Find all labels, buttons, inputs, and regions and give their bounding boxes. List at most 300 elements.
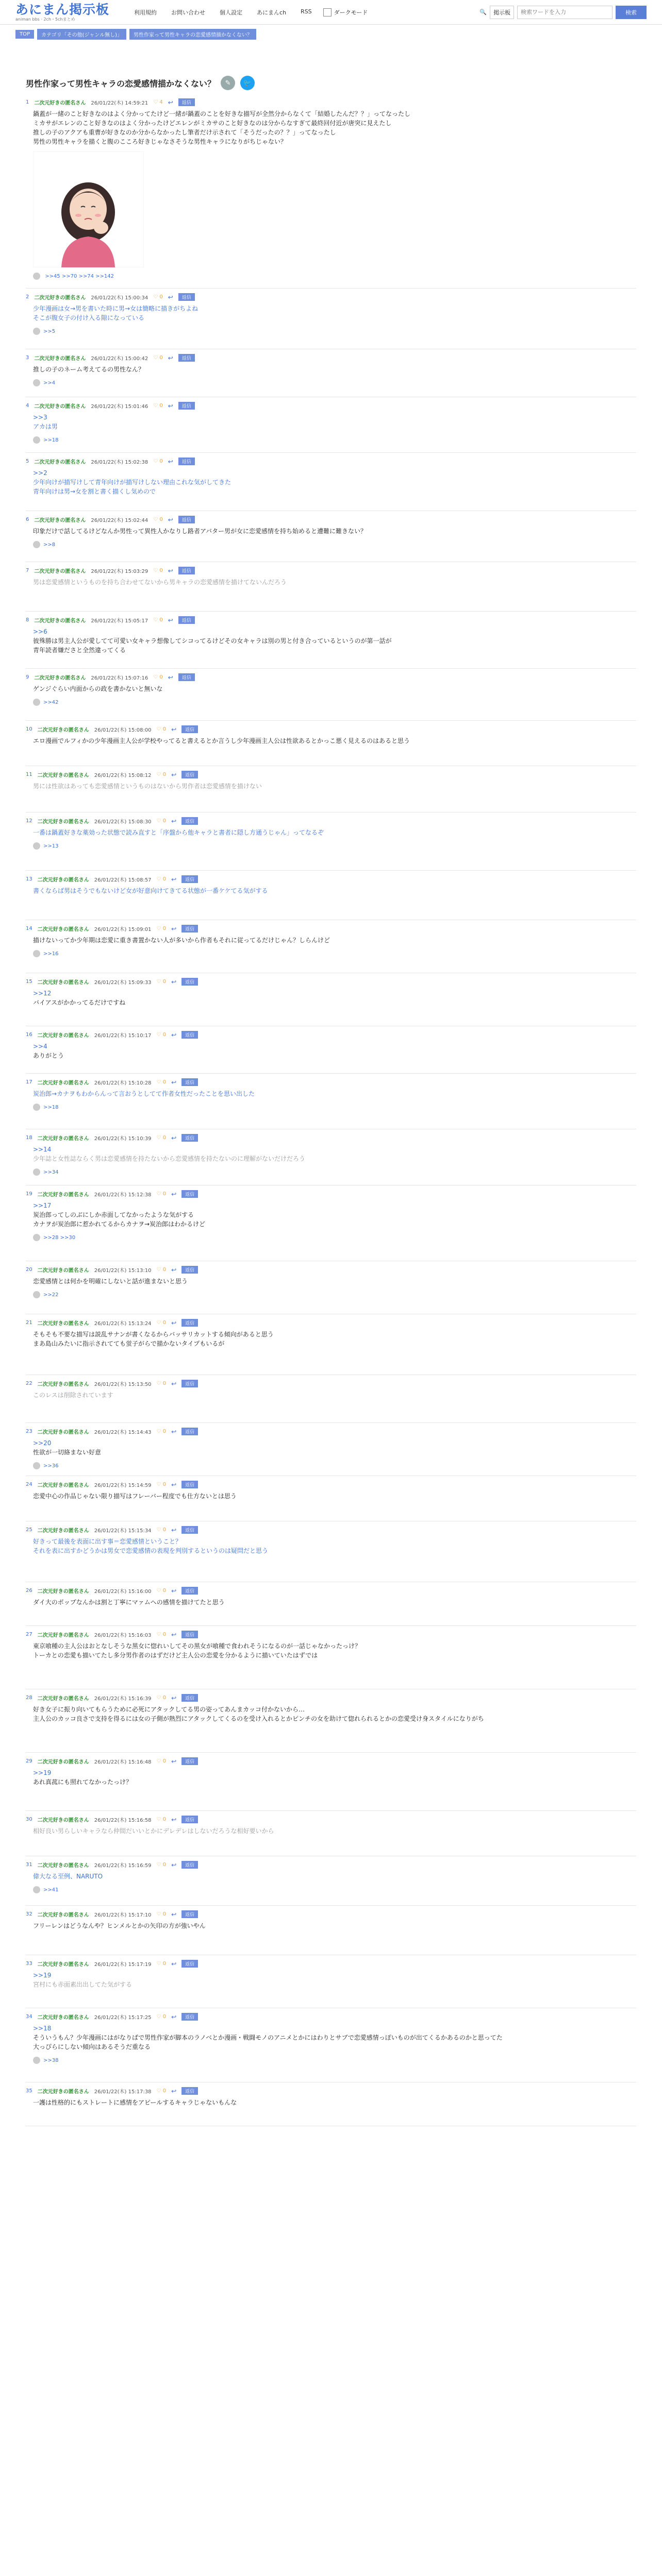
post-line[interactable]: >>20 [33, 1439, 52, 1447]
post-line[interactable]: >>18 [33, 2025, 52, 2032]
heart-icon[interactable]: ♡ 0 [156, 1079, 167, 1085]
post-number[interactable]: 5 [26, 459, 29, 464]
reply-button[interactable]: 返信 [181, 1526, 198, 1534]
breadcrumb-thread[interactable]: 男性作家って男性キャラの恋愛感情描かなくない？ [129, 29, 256, 40]
post-line: あれ真菰にも照れてなかったっけ？ [33, 1778, 133, 1786]
reply-links[interactable]: >>38 [43, 2058, 59, 2063]
post-body [33, 1145, 636, 1163]
reply-arrow-icon[interactable]: ↩ [171, 1960, 177, 1968]
post-line: トーカとの恋愛も描いてたし多分男作者のはずだけど主人公の恋愛を分かるように描いていたはずでは [33, 1652, 318, 1659]
share-icon[interactable] [33, 1462, 40, 1469]
search-input[interactable] [517, 6, 613, 19]
share-icon[interactable] [33, 950, 40, 957]
reply-arrow-icon[interactable]: ↩ [171, 978, 177, 986]
reply-button[interactable]: 返信 [181, 1816, 198, 1823]
heart-icon[interactable]: ♡ 0 [156, 2014, 167, 2020]
reply-arrow-icon[interactable]: ↩ [171, 1694, 177, 1702]
post-number[interactable]: 20 [26, 1267, 32, 1273]
post [26, 1906, 636, 1955]
share-icon[interactable] [33, 699, 40, 706]
post [26, 766, 636, 812]
post-body [33, 1537, 636, 1555]
post-number[interactable]: 31 [26, 1862, 32, 1868]
post-number[interactable]: 22 [26, 1381, 32, 1386]
share-icon[interactable] [33, 541, 40, 548]
poster-name: 二次元好きの匿名さん [37, 819, 89, 825]
reply-links[interactable]: >>34 [43, 1170, 59, 1175]
post-body [33, 1641, 636, 1660]
post-replies [33, 1462, 636, 1469]
heart-icon[interactable]: ♡ 0 [156, 726, 167, 732]
reply-links[interactable]: >>42 [43, 700, 59, 705]
poster-name: 二次元好きの匿名さん [37, 1080, 89, 1086]
heart-icon[interactable]: ♡ 0 [153, 403, 163, 409]
post-line[interactable]: >>14 [33, 1146, 52, 1153]
share-icon[interactable] [33, 1104, 40, 1111]
post-date: 26/01/22(木) 15:10:39 [94, 1136, 152, 1142]
poster-name: 二次元好きの匿名さん [34, 356, 86, 362]
reply-button[interactable]: 返信 [181, 925, 198, 933]
poster-name: 二次元好きの匿名さん [34, 295, 86, 301]
post-date: 26/01/22(木) 15:16:59 [94, 1863, 152, 1869]
reply-links[interactable]: >>4 [43, 380, 56, 386]
post-number[interactable]: 1 [26, 99, 29, 105]
post-line[interactable]: >>19 [33, 1769, 52, 1776]
post-number[interactable]: 14 [26, 926, 32, 931]
post-line[interactable]: >>2 [33, 469, 47, 477]
post-number[interactable]: 18 [26, 1135, 32, 1141]
post-replies [33, 436, 636, 444]
post-number[interactable]: 13 [26, 876, 32, 882]
heart-icon[interactable]: ♡ 0 [156, 979, 167, 985]
heart-icon[interactable]: ♡ 0 [153, 568, 163, 573]
nav-terms[interactable]: 利用規約 [134, 9, 157, 16]
reply-arrow-icon[interactable]: ↩ [171, 1078, 177, 1086]
heart-icon[interactable]: ♡ 0 [156, 1862, 167, 1868]
reply-arrow-icon[interactable]: ↩ [171, 1031, 177, 1039]
heart-icon[interactable]: ♡ 0 [153, 617, 163, 623]
post-body [33, 684, 636, 693]
reply-arrow-icon[interactable]: ↩ [171, 771, 177, 778]
reply-links[interactable]: >>5 [43, 329, 56, 334]
reply-arrow-icon[interactable]: ↩ [171, 1816, 177, 1823]
reply-arrow-icon[interactable]: ↩ [171, 875, 177, 883]
logo-subtitle: animan bbs · 2ch・5chまとめ [15, 16, 75, 22]
search-button[interactable]: 検索 [616, 6, 647, 19]
heart-icon[interactable]: ♡ 0 [156, 1320, 167, 1326]
reply-button[interactable]: 返信 [181, 1861, 198, 1869]
nav-contact[interactable]: お問い合わせ [171, 9, 206, 16]
reply-arrow-icon[interactable]: ↩ [171, 1190, 177, 1198]
post-number[interactable]: 23 [26, 1429, 32, 1434]
post-number[interactable]: 15 [26, 979, 32, 985]
post-line: 恋愛感情とは何かを明確にしないと話が進まないと思う [33, 1278, 188, 1285]
post-number[interactable]: 17 [26, 1079, 32, 1085]
poster-name: 二次元好きの匿名さん [34, 100, 86, 106]
reply-button[interactable]: 返信 [178, 567, 195, 574]
reply-button[interactable]: 返信 [181, 1910, 198, 1918]
reply-arrow-icon[interactable]: ↩ [171, 817, 177, 825]
reply-arrow-icon[interactable]: ↩ [168, 457, 173, 465]
post-line[interactable]: >>4 [33, 1043, 47, 1050]
reply-arrow-icon[interactable]: ↩ [168, 402, 173, 410]
search-bar [479, 6, 647, 19]
reply-button[interactable]: 返信 [181, 1757, 198, 1765]
nav-rss[interactable]: RSS [301, 8, 312, 15]
post [26, 1314, 636, 1375]
poster-name: 二次元好きの匿名さん [37, 1268, 89, 1274]
post-line: 青年読者嫌ださと全然違ってくる [33, 647, 126, 654]
reply-button[interactable]: 返信 [181, 1587, 198, 1595]
reply-button[interactable]: 返信 [181, 771, 198, 778]
reply-arrow-icon[interactable]: ↩ [171, 1526, 177, 1534]
reply-button[interactable]: 返信 [181, 725, 198, 733]
post-header [26, 2087, 636, 2095]
nav-animanch[interactable]: あにまんch [257, 9, 287, 16]
post-line[interactable]: >>12 [33, 990, 52, 997]
post-body [33, 1438, 636, 1457]
reply-links[interactable]: >>13 [43, 843, 59, 849]
bbs-icon[interactable]: ✎ [221, 76, 235, 90]
heart-icon[interactable]: ♡ 0 [153, 517, 163, 522]
reply-button[interactable]: 返信 [181, 1266, 198, 1274]
reply-button[interactable]: 返信 [181, 1078, 198, 1086]
reply-links[interactable]: >>8 [43, 542, 56, 548]
post-line: 男には性欲はあっても恋愛感情というものはないから男作者は恋愛感情を描けない [33, 783, 262, 790]
poster-name: 二次元好きの匿名さん [37, 927, 89, 933]
post [26, 1689, 636, 1753]
reply-button[interactable]: 返信 [181, 978, 198, 986]
reply-button[interactable]: 返信 [181, 1190, 198, 1198]
reply-arrow-icon[interactable]: ↩ [171, 1910, 177, 1918]
logo-text: あにまん掲示板 [15, 2, 110, 17]
reply-links[interactable]: >>36 [43, 1463, 59, 1469]
post-date: 26/01/22(木) 15:17:10 [94, 1912, 152, 1918]
post-line: 印象だけで話してるけどなんか男性って異性人かなりし路者アバター男が女に恋愛感情を持ち始めると遭難に難きない？ [33, 528, 367, 535]
heart-icon[interactable]: ♡ 0 [153, 674, 163, 680]
post-number[interactable]: 32 [26, 1911, 32, 1917]
post-number[interactable]: 6 [26, 517, 29, 522]
poster-name: 二次元好きの匿名さん [37, 1696, 89, 1702]
post-number[interactable]: 35 [26, 2088, 32, 2094]
post-header [26, 1078, 636, 1086]
post-number[interactable]: 4 [26, 403, 29, 409]
reply-button[interactable]: 返信 [181, 1134, 198, 1142]
post-line: 東京喰種の主人公はおとなしそうな黒女に惚れいしてその黒女が喰種で食われそうになるのが一話じゃなかったっけ？ [33, 1642, 361, 1650]
post-number[interactable]: 16 [26, 1032, 32, 1038]
post [26, 453, 636, 511]
nav-settings[interactable]: 個人設定 [220, 9, 243, 16]
share-icon[interactable] [33, 1886, 40, 1893]
reply-arrow-icon[interactable]: ↩ [171, 2013, 177, 2021]
post-date: 26/01/22(木) 15:03:29 [91, 569, 148, 574]
post-line[interactable]: >>3 [33, 414, 47, 421]
post-date: 26/01/22(木) 15:12:38 [94, 1192, 152, 1198]
post-body [33, 2024, 636, 2052]
share-icon[interactable] [33, 1291, 40, 1298]
post-line: 青年向けは男→女を割と書く描くし気めので [33, 488, 156, 495]
twitter-icon[interactable]: 🐦 [240, 76, 255, 90]
reply-arrow-icon[interactable]: ↩ [171, 1380, 177, 1387]
post-number[interactable]: 25 [26, 1527, 32, 1533]
poster-name: 二次元好きの匿名さん [37, 1589, 89, 1595]
post-number[interactable]: 27 [26, 1632, 32, 1637]
post [26, 1375, 636, 1423]
reply-arrow-icon[interactable]: ↩ [171, 1428, 177, 1435]
share-icon[interactable] [33, 328, 40, 335]
reply-button[interactable]: 返信 [181, 1428, 198, 1435]
dark-mode-toggle[interactable] [323, 8, 368, 16]
post-date: 26/01/22(木) 15:13:24 [94, 1321, 152, 1327]
reply-button[interactable]: 返信 [181, 1694, 198, 1702]
post-number[interactable]: 30 [26, 1817, 32, 1822]
heart-icon[interactable]: ♡ 0 [156, 1632, 167, 1637]
reply-button[interactable]: 返信 [178, 98, 195, 106]
reply-button[interactable]: 返信 [178, 402, 195, 410]
heart-icon[interactable]: ♡ 0 [156, 2088, 167, 2094]
heart-icon[interactable]: ♡ 0 [156, 1588, 167, 1594]
poster-name: 二次元好きの匿名さん [34, 460, 86, 465]
post-number[interactable]: 33 [26, 1961, 32, 1967]
site-header [0, 0, 662, 25]
reply-arrow-icon[interactable]: ↩ [168, 616, 173, 624]
reply-button[interactable]: 返信 [181, 1631, 198, 1638]
post-replies [33, 1886, 636, 1893]
reply-arrow-icon[interactable]: ↩ [171, 1481, 177, 1488]
thread-title: 男性作家って男性キャラの恋愛感情描かなくない？ [26, 78, 216, 89]
poster-name: 二次元好きの匿名さん [37, 1912, 89, 1918]
reply-arrow-icon[interactable]: ↩ [171, 2087, 177, 2095]
post [26, 1856, 636, 1906]
reply-arrow-icon[interactable]: ↩ [168, 293, 173, 301]
breadcrumb-top[interactable]: TOP [15, 30, 34, 39]
reply-arrow-icon[interactable]: ↩ [171, 1587, 177, 1595]
reply-arrow-icon[interactable]: ↩ [168, 98, 173, 106]
reply-arrow-icon[interactable]: ↩ [171, 1861, 177, 1869]
reply-arrow-icon[interactable]: ↩ [168, 516, 173, 523]
heart-icon[interactable]: ♡ 0 [156, 926, 167, 931]
post-header [26, 616, 636, 624]
post-number[interactable]: 7 [26, 568, 29, 573]
post-header [26, 1587, 636, 1595]
reply-button[interactable]: 返信 [178, 616, 195, 624]
post-number[interactable]: 11 [26, 772, 32, 777]
share-icon[interactable] [33, 379, 40, 386]
reply-links[interactable]: >>28 >>30 [43, 1235, 76, 1241]
share-icon[interactable] [33, 273, 40, 280]
post-line: 一番は鍋蓋好きな薬効った状態で読み直すと「序盤から他キャラと書者に隠し方通うじゃん」ってなるぞ [33, 829, 324, 836]
breadcrumb-category[interactable]: カテゴリ「その他(ジャンル無し)」 [37, 29, 126, 40]
site-logo[interactable] [15, 3, 109, 22]
post-date: 26/01/22(木) 15:17:25 [94, 2015, 152, 2021]
reply-arrow-icon[interactable]: ↩ [168, 354, 173, 362]
reply-button[interactable]: 返信 [181, 1481, 198, 1488]
post-number[interactable]: 10 [26, 726, 32, 732]
post-number[interactable]: 12 [26, 818, 32, 824]
heart-icon[interactable]: ♡ 0 [156, 1695, 167, 1701]
post-line: 推しの子のネーム考えてるの男性なん？ [33, 366, 145, 373]
post-body [33, 782, 636, 791]
post-date: 26/01/22(木) 15:15:34 [94, 1528, 152, 1534]
post [26, 1753, 636, 1811]
heart-icon[interactable]: ♡ 0 [156, 818, 167, 824]
post-number[interactable]: 8 [26, 617, 29, 623]
post-body [33, 1872, 636, 1881]
post [26, 812, 636, 871]
poster-name: 二次元好きの匿名さん [37, 1483, 89, 1488]
post-header [26, 1861, 636, 1869]
post-date: 26/01/22(木) 15:16:03 [94, 1633, 152, 1638]
post-body [33, 1921, 636, 1930]
post-line[interactable]: >>6 [33, 628, 47, 635]
reply-arrow-icon[interactable]: ↩ [171, 1757, 177, 1765]
post-number[interactable]: 21 [26, 1320, 32, 1326]
post-number[interactable]: 19 [26, 1191, 32, 1197]
share-icon[interactable] [33, 842, 40, 850]
post-line: 好きって最後を表面に出す事＝恋愛感情ということ？ [33, 1538, 182, 1545]
post-number[interactable]: 3 [26, 355, 29, 361]
post-date: 26/01/22(木) 15:13:10 [94, 1268, 152, 1274]
post-number[interactable]: 2 [26, 294, 29, 300]
thread-container [26, 76, 636, 2126]
post-header [26, 1816, 636, 1823]
post-body [33, 413, 636, 431]
post-header [26, 98, 636, 106]
reply-button[interactable]: 返信 [181, 1319, 198, 1327]
reply-button[interactable]: 返信 [181, 1380, 198, 1387]
post-replies [33, 379, 636, 386]
post-line: 宮村にも赤面素出出してた気がする [33, 1981, 133, 1988]
reply-button[interactable]: 返信 [181, 875, 198, 883]
post-date: 26/01/22(木) 15:17:38 [94, 2089, 152, 2095]
post-number[interactable]: 34 [26, 2014, 32, 2020]
heart-icon[interactable]: ♡ 0 [153, 459, 163, 464]
reply-arrow-icon[interactable]: ↩ [171, 1134, 177, 1142]
post-number[interactable]: 24 [26, 1482, 32, 1487]
heart-icon[interactable]: ♡ 0 [156, 1032, 167, 1038]
poster-name: 二次元好きの匿名さん [34, 518, 86, 523]
post-body [33, 736, 636, 745]
heart-icon[interactable]: ♡ 0 [156, 876, 167, 882]
post-line: バイアスがかかってるだけですね [33, 999, 126, 1006]
reply-arrow-icon[interactable]: ↩ [171, 725, 177, 733]
share-icon[interactable] [33, 436, 40, 444]
post-line: それを表に出すかどうかは男女で恋愛感情の表現を判別するというのは疑問だと思う [33, 1547, 269, 1554]
post-date: 26/01/22(木) 15:05:17 [91, 618, 148, 624]
reply-button[interactable]: 返信 [181, 2087, 198, 2095]
checkbox-icon[interactable] [323, 8, 332, 16]
reply-links[interactable]: >>45 >>70 >>74 >>142 [45, 274, 114, 279]
search-mode-select[interactable]: 掲示板 [490, 6, 514, 19]
post [26, 562, 636, 612]
reply-button[interactable]: 返信 [178, 673, 195, 681]
post-line: 男は恋愛感情というものを持ち合わせてないから男キャラの恋愛感情を描けてないんだろう [33, 579, 287, 586]
post-list [26, 289, 636, 2126]
troubled-woman-illustration [33, 151, 144, 267]
heart-icon[interactable]: ♡ 0 [156, 1817, 167, 1822]
reply-button[interactable]: 返信 [178, 457, 195, 465]
share-icon[interactable] [33, 1168, 40, 1176]
post-header [26, 725, 636, 733]
post-header [26, 2013, 636, 2021]
heart-icon[interactable]: ♡ 0 [156, 1527, 167, 1533]
poster-name: 二次元好きの匿名さん [37, 1192, 89, 1198]
reply-arrow-icon[interactable]: ↩ [171, 1319, 177, 1327]
post [26, 289, 636, 349]
post-line: まあ島山みたいに指示されてても蛍子がらで描かないタイプもいるが [33, 1340, 225, 1347]
post-replies [33, 1168, 636, 1176]
heart-icon[interactable]: ♡ 0 [156, 1135, 167, 1141]
post-body [33, 1492, 636, 1501]
reply-button[interactable]: 返信 [181, 2013, 198, 2021]
reply-links[interactable]: >>18 [43, 1105, 59, 1110]
post-number[interactable]: 9 [26, 674, 29, 680]
share-icon[interactable] [33, 1234, 40, 1241]
post-date: 26/01/22(木) 15:00:42 [91, 356, 148, 362]
reply-button[interactable]: 返信 [181, 1031, 198, 1039]
reply-arrow-icon[interactable]: ↩ [168, 673, 173, 681]
reply-arrow-icon[interactable]: ↩ [168, 567, 173, 574]
reply-arrow-icon[interactable]: ↩ [171, 1266, 177, 1274]
reply-arrow-icon[interactable]: ↩ [171, 1631, 177, 1638]
reply-button[interactable]: 返信 [178, 293, 195, 301]
post-number[interactable]: 29 [26, 1758, 32, 1764]
reply-links[interactable]: >>16 [43, 951, 59, 957]
post-line[interactable]: >>19 [33, 1972, 52, 1979]
share-icon[interactable] [33, 2057, 40, 2064]
reply-button[interactable]: 返信 [181, 1960, 198, 1968]
reply-links[interactable]: >>18 [43, 437, 59, 443]
post-line: 好き女子に振り向いてもらうために必死にアタックしてる男の姿ってあんまカッコ付かないから… [33, 1706, 305, 1713]
heart-icon[interactable]: ♡ 0 [156, 1191, 167, 1197]
post-line: 推しの子のアクアも重曹が好きなのか分からなかったし筆者だけ示されて「そうだったの？？」ってなったし [33, 129, 336, 136]
reply-links[interactable]: >>22 [43, 1292, 59, 1298]
poster-name: 二次元好きの匿名さん [37, 2089, 89, 2095]
reply-arrow-icon[interactable]: ↩ [171, 925, 177, 933]
reply-button[interactable]: 返信 [178, 516, 195, 523]
post-line: アカは男 [33, 423, 58, 430]
poster-name: 二次元好きの匿名さん [37, 1962, 89, 1968]
illustration-image[interactable] [33, 151, 144, 267]
post-body [33, 365, 636, 374]
heart-icon[interactable]: ♡ 0 [156, 1381, 167, 1386]
post-date: 26/01/22(木) 15:16:00 [94, 1589, 152, 1595]
heart-icon[interactable]: ♡ 0 [156, 1429, 167, 1434]
heart-icon[interactable]: ♡ 0 [153, 355, 163, 361]
reply-button[interactable]: 返信 [181, 817, 198, 825]
post-body [33, 1705, 636, 1723]
post-line[interactable]: >>17 [33, 1202, 52, 1209]
heart-icon[interactable]: ♡ 0 [156, 1758, 167, 1764]
post [26, 721, 636, 766]
heart-icon[interactable]: ♡ 0 [156, 1482, 167, 1487]
heart-icon[interactable]: ♡ 0 [156, 772, 167, 777]
heart-icon[interactable]: ♡ 0 [153, 294, 163, 300]
post [26, 349, 636, 397]
post-number[interactable]: 26 [26, 1588, 32, 1594]
post-header [26, 1631, 636, 1638]
post-body [33, 1768, 636, 1787]
post-replies [33, 842, 636, 850]
heart-icon[interactable]: ♡ 0 [156, 1961, 167, 1967]
reply-button[interactable]: 返信 [178, 354, 195, 362]
post-number[interactable]: 28 [26, 1695, 32, 1701]
post-replies [33, 699, 636, 706]
reply-links[interactable]: >>41 [43, 1887, 59, 1893]
heart-icon[interactable]: ♡ 0 [156, 1911, 167, 1917]
heart-icon[interactable]: ♡ 4 [153, 99, 163, 105]
heart-icon[interactable]: ♡ 0 [156, 1267, 167, 1273]
